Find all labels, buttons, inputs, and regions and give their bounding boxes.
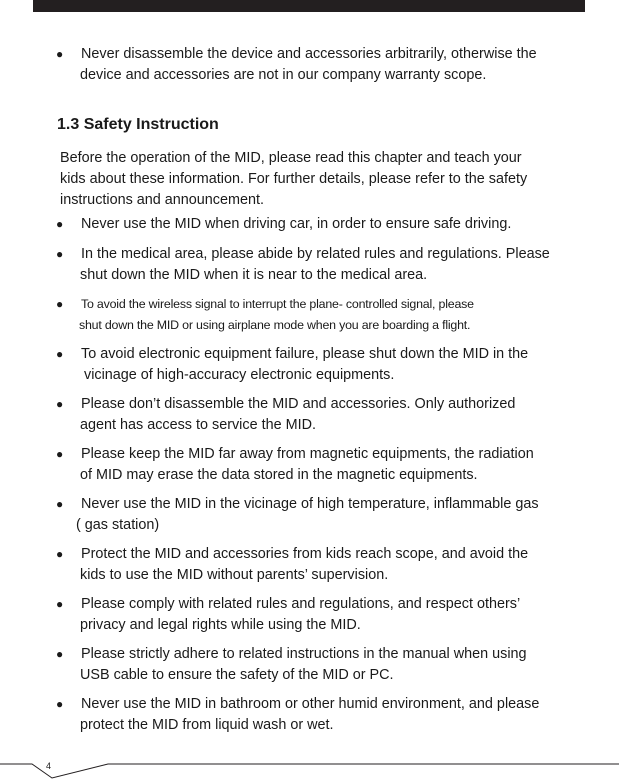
safety-item-line-2: shut down the MID or using airplane mode when you are boarding a flight. (79, 318, 471, 332)
bullet-icon: ● (56, 497, 64, 511)
safety-item-line-1: Please don’t disassemble the MID and accessories. Only authorized (81, 396, 516, 412)
header-rule (33, 0, 585, 12)
safety-item-line-1: Never use the MID when driving car, in order to ensure safe driving. (81, 216, 512, 232)
bullet-icon: ● (56, 397, 64, 411)
page-number: 4 (46, 761, 52, 771)
bullet-icon: ● (56, 447, 64, 461)
footer-rule (0, 752, 619, 780)
bullet-icon: ● (56, 347, 64, 361)
safety-item-line-2: vicinage of high-accuracy electronic equipments. (84, 367, 395, 383)
safety-item-line-2: agent has access to service the MID. (80, 417, 316, 433)
bullet-icon: ● (56, 47, 64, 61)
section-intro-line-1: Before the operation of the MID, please read this chapter and teach your (60, 150, 522, 166)
bullet-icon: ● (56, 547, 64, 561)
safety-item-line-1: Please keep the MID far away from magnetic equipments, the radiation (81, 446, 534, 462)
safety-item-line-2: of MID may erase the data stored in the magnetic equipments. (80, 467, 478, 483)
safety-item-line-2: privacy and legal rights while using the MID. (80, 617, 361, 633)
bullet-icon: ● (56, 247, 64, 261)
safety-item-line-2: shut down the MID when it is near to the medical area. (80, 267, 428, 283)
warranty-note-line-2: device and accessories are not in our company warranty scope. (80, 67, 487, 83)
safety-item-line-1: Never use the MID in bathroom or other humid environment, and please (81, 696, 540, 712)
safety-item-line-1: Never use the MID in the vicinage of high temperature, inflammable gas (81, 496, 539, 512)
section-intro-line-2: kids about these information. For further details, please refer to the safety (60, 171, 528, 187)
bullet-icon: ● (56, 597, 64, 611)
warranty-note-line-1: Never disassemble the device and accessories arbitrarily, otherwise the (81, 46, 537, 62)
bullet-icon: ● (56, 217, 64, 231)
section-intro-line-3: instructions and announcement. (60, 192, 264, 208)
bullet-icon: ● (56, 647, 64, 661)
safety-item-line-2: protect the MID from liquid wash or wet. (80, 717, 334, 733)
section-heading: 1.3 Safety Instruction (57, 116, 219, 133)
safety-item-line-2: USB cable to ensure the safety of the MID or PC. (80, 667, 394, 683)
bullet-icon: ● (56, 697, 64, 711)
bullet-icon: ● (56, 297, 64, 311)
safety-item-line-1: To avoid the wireless signal to interrupt the plane- controlled signal, please (81, 297, 474, 311)
safety-item-line-1: Protect the MID and accessories from kids reach scope, and avoid the (81, 546, 529, 562)
safety-item-line-2: ( gas station) (76, 517, 160, 533)
safety-item-line-1: To avoid electronic equipment failure, please shut down the MID in the (81, 346, 529, 362)
safety-item-line-1: Please comply with related rules and regulations, and respect others’ (81, 596, 521, 612)
safety-item-line-2: kids to use the MID without parents’ supervision. (80, 567, 389, 583)
safety-item-line-1: In the medical area, please abide by related rules and regulations. Please (81, 246, 550, 262)
safety-item-line-1: Please strictly adhere to related instructions in the manual when using (81, 646, 527, 662)
